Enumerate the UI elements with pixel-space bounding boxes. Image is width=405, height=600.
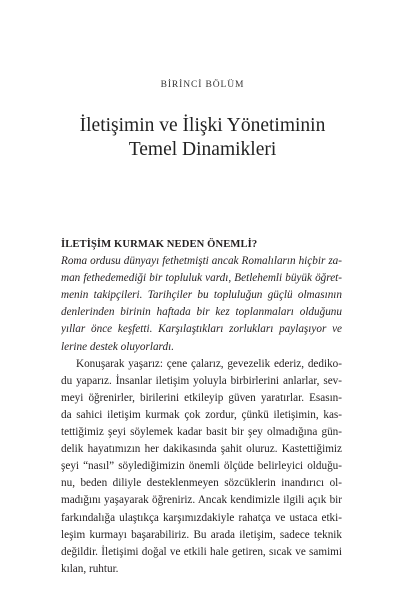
section-heading: İLETİŞİM KURMAK NEDEN ÖNEMLİ? [61,239,258,250]
body-line: farkındalığa ulaştıkça karşımızdakiyle rahatça ve ustaca etki- [61,511,342,524]
intro-line: denlerinden birinin haftada bir kez toplanmaları olduğunu [61,306,342,319]
body-text [61,236,342,578]
intro-line: lerine destek oluyorlardı. [61,340,174,353]
intro-line: man fethedemediği bir topluluk vardı, Betlehemli büyük öğret- [61,272,342,285]
body-line: şeyi “nasıl” söylediğimizin önemli ölçüde belirleyici olduğu- [61,460,342,473]
chapter-title [0,114,405,162]
chapter-label: BİRİNCİ BÖLÜM [160,80,245,90]
body-line: nu, beden diliyle desteklenmeyen sözcüklerin inandırıcı ol- [61,477,342,490]
intro-line: menin takipçileri. Tarihçiler bu topluluğun güçlü olmasının [61,289,342,302]
body-line: delik hayatımızın her dakikasında şahit oluruz. Kastettiğimiz [61,443,342,456]
chapter-title-line: Temel Dinamikleri [128,139,277,160]
body-line: da sahici iletişim kurmak çok zordur, çünkü iletişimin, kas- [61,408,342,421]
body-line: tettiğimiz şeyi söylemek kadar basit bir şey olmadığına gün- [61,426,342,439]
chapter-title-line: İletişimin ve İlişki Yönetiminin [79,115,326,136]
body-line: du yaparız. İnsanlar iletişim yoluyla birbirlerini anlarlar, sev- [61,374,342,387]
body-line: madığını yaşayarak öğreniriz. Ancak kendimizle ilgili açık bir [61,494,342,507]
body-line: değildir. İletişimi doğal ve etkili hale getiren, sıcak ve samimi [61,545,342,558]
body-line: kılan, ruhtur. [61,562,119,575]
intro-line: Roma ordusu dünyayı fethetmişti ancak Romalıların hiçbir za- [61,255,342,268]
body-line: leşim kurmayı başarabiliriz. Bu arada iletişim, sadece teknik [61,528,342,541]
intro-line: yıllar önce keşfetti. Karşılaştıkları zorlukları paylaşıyor ve [61,323,342,336]
body-line: Konuşarak yaşarız: çene çalarız, gevezelik ederiz, dediko- [76,357,342,370]
body-line: meyi öğrenirler, birilerini etkileyip güven yaratırlar. Esasın- [61,391,342,404]
